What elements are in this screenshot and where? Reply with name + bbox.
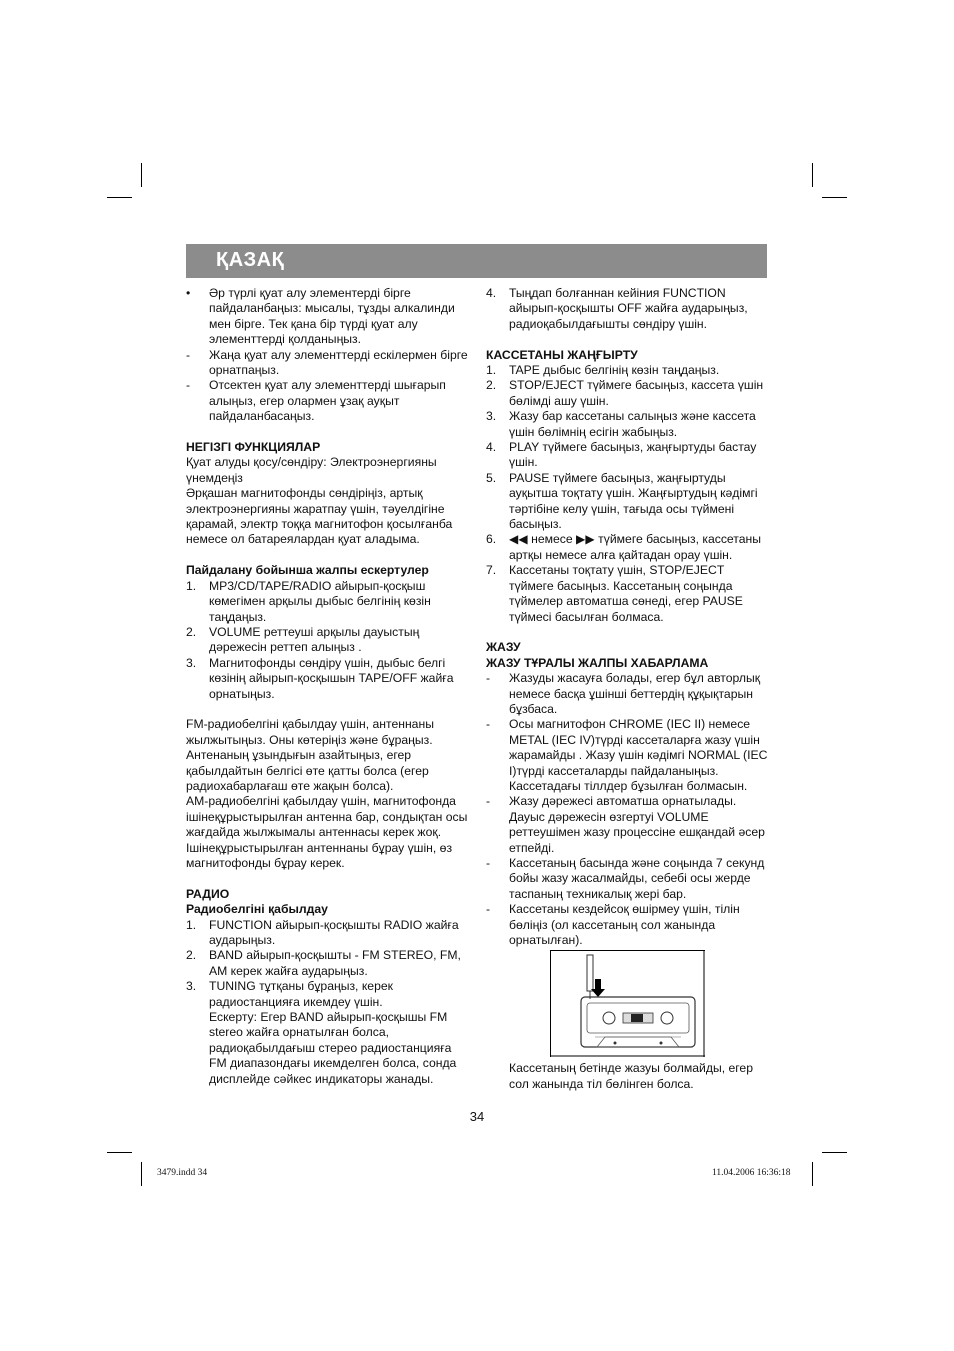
functions-text: Қуат алуды қосу/сөндіру: Электроэнергияны үнемдеңіз Әрқашан магнитофонды сөндіріңіз, артық электроэнергияны жаратпау үшін, тәуелдігіне қарамай, электр тоққа магнитофон қосылғанба немесе ол батареялардан қуат аладыма. bbox=[186, 455, 453, 547]
list-item: 1. FUNCTION айырып-қосқышты RADIO жайға аударыңыз. bbox=[186, 917, 459, 947]
crop-mark bbox=[107, 197, 132, 198]
list-item: - Осы магнитофон CHROME (IEC II) немесе METAL (IEC IV)түрді кассеталарға жазу үшін жарамайды . Жазу үшін кәдімгі NORMAL (IEC I)түрді кассеталарды пайдаланыңыз. Кассетадағы тіллдер бұзылған болмасын. bbox=[486, 717, 768, 793]
cassette-tab-icon bbox=[551, 951, 705, 1057]
list-item: 3. Магнитофонды сөндіру үшін, дыбыс белгі көзінің айырып-қосқышын TAPE/OFF жайға орнатыңыз. bbox=[186, 655, 454, 701]
radio-heading: РАДИО bbox=[186, 886, 230, 901]
slug-date: 11.04.2006 16:36:18 bbox=[712, 1168, 791, 1178]
functions-heading: НЕГІЗГІ ФУНКЦИЯЛАР bbox=[186, 440, 321, 455]
antenna-text: FM-радиобелгіні қабылдау үшін, антеннаны жылжытыңыз. Оны көтеріңіз және бұраңыз. Антенаның ұзындығын азайтыңыз, егер қабылдайтын белгісі өте қатты болса (егер радиохабарлағаш өте жақын болса). AM-радиобелгіні қабылдау үшін, магнитофонда ішінеқұрыстырылған антенна бар, сондықтан осы жағдайда жылжымалы антеннасы керек жоқ. Ішінеқұрыстырылған антеннаны бұрау үшін, өз магнитофонды бұрау керек. bbox=[186, 717, 468, 870]
crop-mark bbox=[822, 1152, 847, 1153]
playback-heading: КАССЕТАНЫ ЖАҢҒЫРТУ bbox=[486, 347, 638, 362]
list-item: - Отсектен қуат алу элементтерді шығарып алыңыз, егер олармен ұзақ ауқыт пайдаланбасаңыз. bbox=[186, 378, 446, 424]
list-item: 1. TAPE дыбыс белгінің көзін таңдаңыз. bbox=[486, 363, 720, 378]
radio-subheading: Радиобелгіні қабылдау bbox=[186, 902, 328, 917]
list-item: - Жаңа қуат алу элементтерді ескілермен бірге орнатпаңыз. bbox=[186, 347, 468, 378]
cassette-illustration bbox=[550, 950, 705, 1057]
list-item: 1. MP3/CD/TAPE/RADIO айырып-қосқыш көмегімен арқылы дыбыс белгінің көзін таңдаңыз. bbox=[186, 578, 431, 624]
list-item: 5. PAUSE түймеге басыңыз, жаңғыртуды ауқытша тоқтату үшін. Жаңғыртудың кәдімгі тәртібіне келу үшін, тағыда осы түймені басыңыз. bbox=[486, 470, 758, 532]
list-item: - Кассетаның басында және соңында 7 секунд бойы жазу жасалмайды, себебі осы жерде таспаның техникалық жері бар. bbox=[486, 856, 765, 901]
list-item: - Жазуды жасауға болады, егер бұл авторлық немесе басқа ұшінші беттердің құқықтарын бұзбаса. bbox=[486, 671, 761, 716]
crop-mark bbox=[107, 1152, 132, 1153]
left-column bbox=[186, 286, 471, 1087]
record-subheading: ЖАЗУ ТҰРАЛЫ ЖАЛПЫ ХАБАРЛАМА bbox=[486, 655, 709, 670]
crop-mark bbox=[141, 1162, 142, 1186]
crop-mark bbox=[822, 197, 847, 198]
list-item: 2. STOP/EJECT түймеге басыңыз, кассета үшін бөлімді ашу үшін. bbox=[486, 378, 764, 408]
crop-mark bbox=[812, 163, 813, 187]
list-item: 4. PLAY түймеге басыңыз, жаңғыртуды бастау үшін. bbox=[486, 440, 757, 470]
slug-file: 3479.indd 34 bbox=[157, 1168, 208, 1178]
crop-mark bbox=[812, 1162, 813, 1186]
general-heading: Пайдалану бойынша жалпы ескертулер bbox=[186, 563, 429, 578]
right-column bbox=[486, 286, 771, 1092]
list-item: 6. ◀◀ немесе ▶▶ түймеге басыңыз, кассетаны артқы немесе алға қайтадан орау үшін. bbox=[486, 532, 762, 562]
list-item: • Әр түрлі қуат алу элементерді бірге пайдаланбаңыз: мысалы, тұзды алкалинди мен бірге. Тек қана бір түрді қуат алу элементтерді қолданыңыз. bbox=[186, 286, 455, 347]
list-item: 4. Тыңдап болғаннан кейіния FUNCTION айырып-қосқышты OFF жайға аударыңыз, радиоқабылдағышты сөндіру үшін. bbox=[486, 286, 748, 331]
figure-caption: Кассетаның бетінде жазуы болмайды, егер сол жанында тіл бөлінген болса. bbox=[509, 1061, 753, 1091]
list-item: 3. Жазу бар кассетаны салыңыз және кассета үшін бөлімнің есігін жабыңыз. bbox=[486, 409, 756, 439]
list-item: - Жазу дәрежесі автоматша орнатылады. Дауыс дәрежесін өзгертуі VOLUME реттеушімен жазу процессіне ешқандай әсер етпейді. bbox=[486, 794, 765, 855]
crop-mark bbox=[141, 163, 142, 187]
list-item: 2. BAND айырып-қосқышты - FM STEREO, FM, AM керек жайға аударыңыз. bbox=[186, 948, 461, 978]
record-heading: ЖАЗУ bbox=[486, 640, 521, 655]
list-item: 7. Кассетаны тоқтату үшін, STOP/EJECT түймеге басыңыз. Кассетаның соңында түймелер автоматша сөнеді, егер PAUSE түймесі басылған болмаса. bbox=[486, 563, 743, 624]
section-header bbox=[186, 244, 767, 278]
list-item: 2. VOLUME реттеуші арқылы дауыстың дәрежесін реттеп алыңыз . bbox=[186, 624, 420, 655]
list-item: 3. TUNING тұтқаны бұраңыз, керек радиостанцияға икемдеу үшін. Ескерту: Егер BAND айырып-қосқышы FM stereo жайға орнатылған болса, радиоқабылдағыш стерео радиостанцияға FM диапазондағы икемделген болса, сонда дисплейде сәйкес индикаторы жанады. bbox=[186, 979, 457, 1086]
section-title: ҚАЗАҚ bbox=[216, 249, 285, 271]
list-item: - Кассетаны кездейсоқ өшірмеу үшін, тілін бөліңіз (ол кассетаның сол жанында орнатылған). bbox=[486, 902, 740, 948]
page-number: 34 bbox=[469, 1109, 485, 1124]
